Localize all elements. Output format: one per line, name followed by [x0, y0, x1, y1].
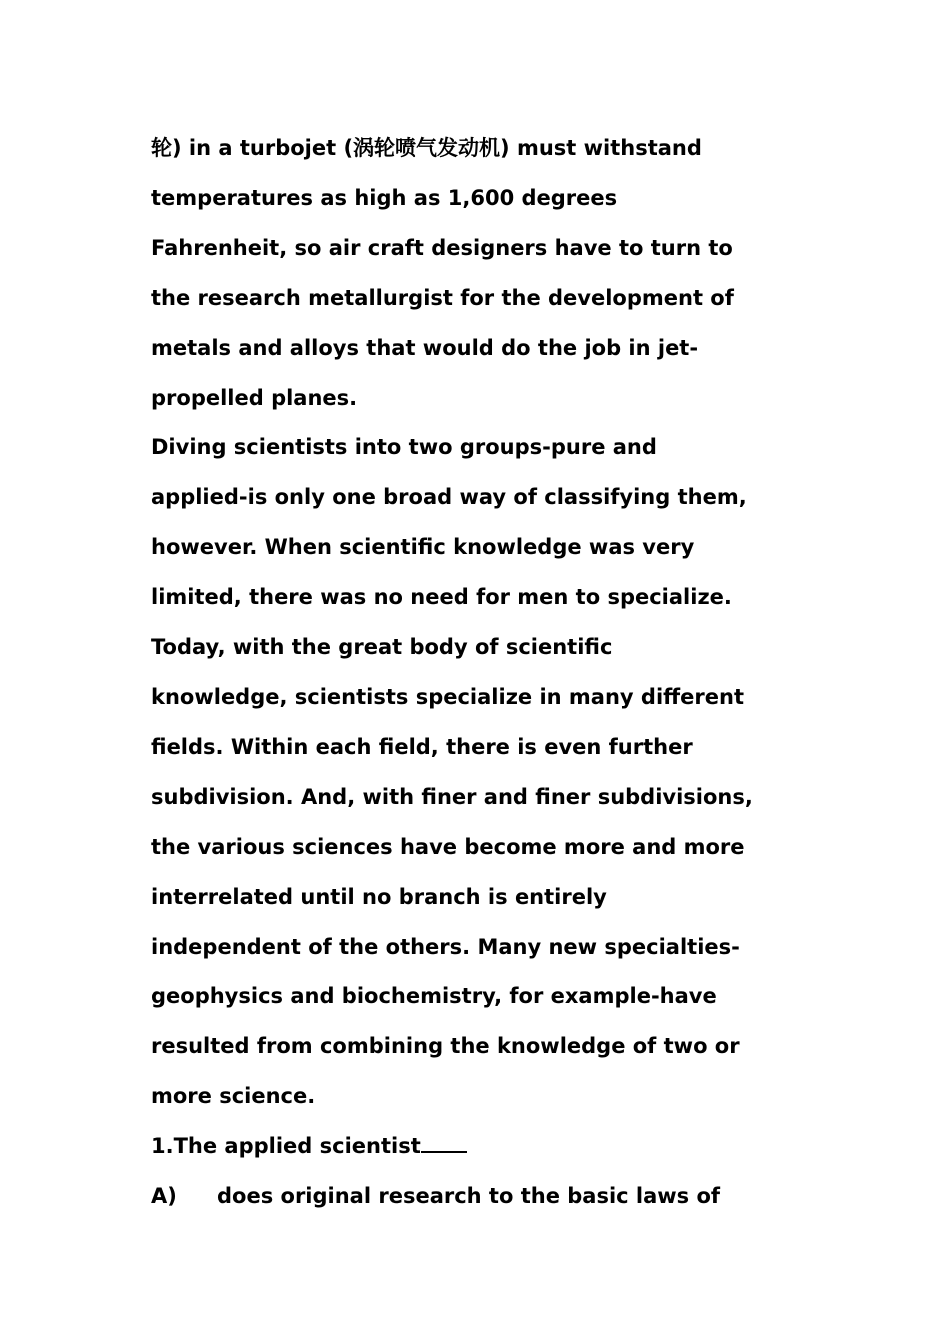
text-line: propelled planes. [151, 385, 358, 410]
text-line: the research metallurgist for the development of [151, 285, 734, 310]
text-line: however. When scientific knowledge was very [151, 535, 695, 560]
text-line: fields. Within each field, there is even further [151, 734, 693, 759]
text-line: resulted from combining the knowledge of two or [151, 1034, 740, 1059]
text-line: metals and alloys that would do the job in jet- [151, 335, 699, 360]
answer-blank [421, 1150, 467, 1153]
option-a-line [151, 1172, 811, 1222]
text-line: Diving scientists into two groups-pure and [151, 435, 657, 460]
question-stem-line [151, 1122, 811, 1172]
text-line: limited, there was no need for men to specialize. [151, 585, 732, 610]
paragraph-2 [151, 423, 811, 1122]
text-line: temperatures as high as 1,600 degrees [151, 185, 618, 210]
text-line: knowledge, scientists specialize in many different [151, 684, 745, 709]
text-line: more science. [151, 1084, 316, 1109]
option-a-letter: A) [151, 1184, 177, 1209]
text-line: interrelated until no branch is entirely [151, 884, 607, 909]
text-line: Today, with the great body of scientific [151, 635, 613, 660]
text-line: geophysics and biochemistry, for example-have [151, 984, 717, 1009]
paragraph-1 [151, 124, 811, 423]
text-line: applied-is only one broad way of classifying them, [151, 485, 747, 510]
text-line: independent of the others. Many new specialties- [151, 934, 740, 959]
option-a-text: does original research to the basic laws of [217, 1184, 721, 1209]
text-line: subdivision. And, with finer and finer subdivisions, [151, 784, 753, 809]
text-line: Fahrenheit, so air craft designers have to turn to [151, 235, 733, 260]
document-body [151, 124, 811, 1222]
text-line: the various sciences have become more and more [151, 834, 745, 859]
text-line: 轮) in a turbojet (涡轮喷气发动机) must withstand [151, 136, 702, 160]
question-stem: 1.The applied scientist [151, 1134, 421, 1159]
